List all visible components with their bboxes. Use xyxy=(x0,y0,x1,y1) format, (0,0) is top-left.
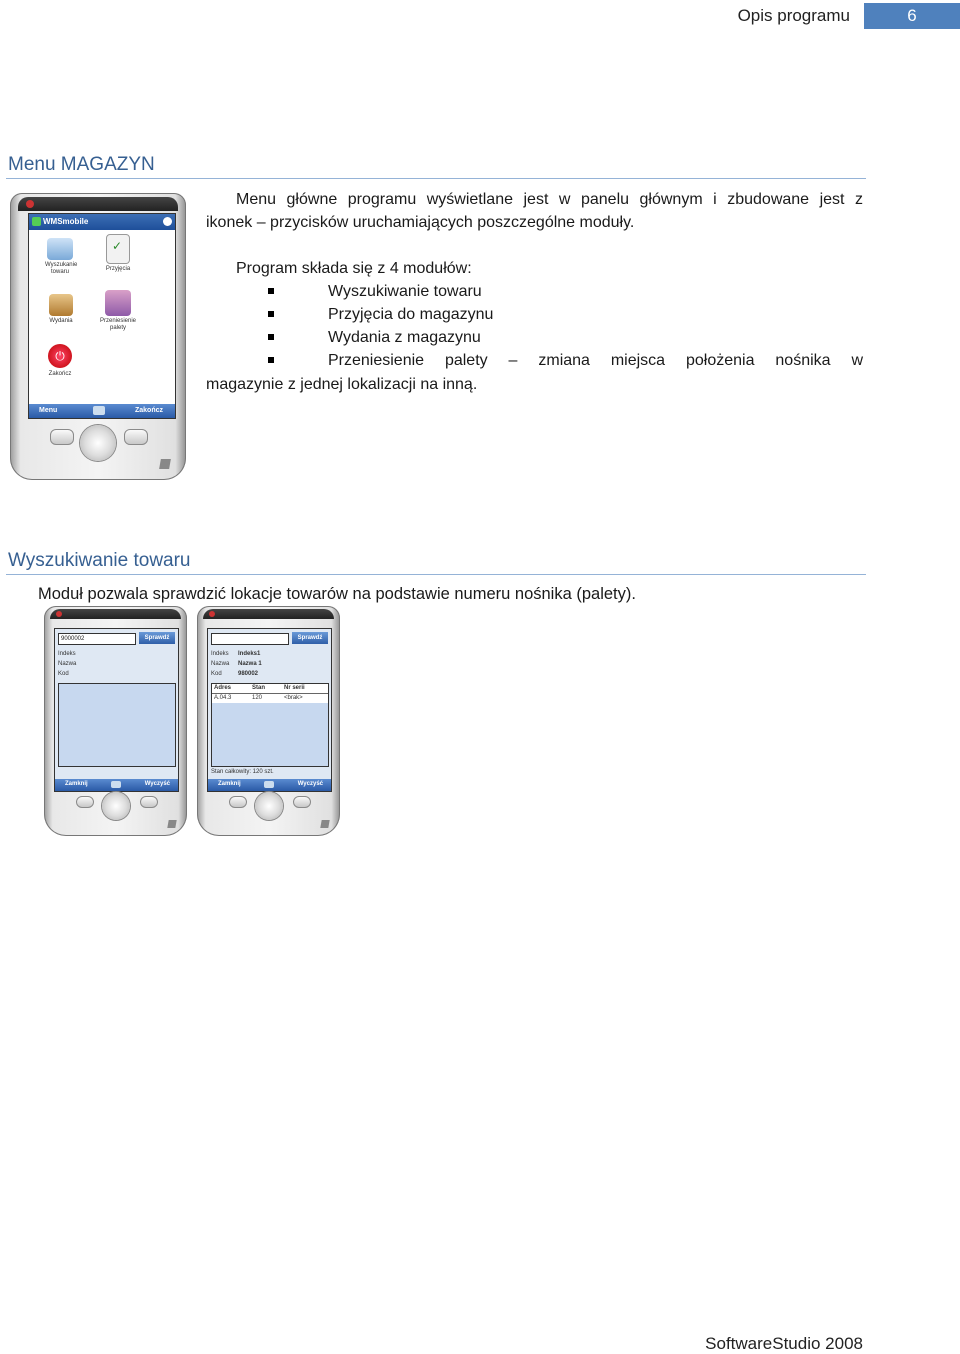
soft-key-close[interactable]: Zamknij xyxy=(218,781,241,787)
device-top-bezel xyxy=(50,609,181,619)
check-button[interactable]: Sprawdź xyxy=(292,632,328,644)
camera-icon xyxy=(209,611,215,617)
windows-logo-icon xyxy=(320,820,329,828)
app-title-bar xyxy=(29,214,175,230)
device-right-button[interactable] xyxy=(124,429,148,445)
soft-key-close[interactable]: Zamknij xyxy=(65,781,88,787)
pallet-number-input[interactable] xyxy=(211,633,289,645)
device-screen xyxy=(54,628,179,792)
keyboard-icon[interactable] xyxy=(111,781,121,788)
device-left-button[interactable] xyxy=(229,796,247,808)
soft-key-bar xyxy=(208,779,331,791)
field-label: Kod xyxy=(211,671,222,677)
soft-key-menu[interactable]: Menu xyxy=(39,407,58,414)
intro-line-1: Menu główne programu wyświetlane jest w panelu głównym i zbudowane jest z xyxy=(236,191,863,208)
pallet-icon xyxy=(105,290,131,316)
module-bullet: Wyszukiwanie towaru xyxy=(328,280,628,303)
soft-key-clear[interactable]: Wyczyść xyxy=(297,781,323,787)
search-icon xyxy=(47,238,73,260)
field-value: Indeks1 xyxy=(238,651,261,657)
locations-list[interactable] xyxy=(58,683,176,767)
table-row[interactable] xyxy=(212,694,328,703)
field-value: 980002 xyxy=(238,671,259,677)
checklist-icon: ✓ xyxy=(106,234,130,264)
device-right-button[interactable] xyxy=(140,796,158,808)
menu-item-issues[interactable]: Wydania xyxy=(45,294,77,324)
close-icon[interactable] xyxy=(163,217,172,226)
check-button[interactable]: Sprawdź xyxy=(139,632,175,644)
device-screen xyxy=(28,213,176,419)
bullet-square-icon xyxy=(268,311,274,317)
device-screen xyxy=(207,628,332,792)
app-logo-icon xyxy=(32,217,41,226)
footer-text: SoftwareStudio 2008 xyxy=(705,1334,863,1353)
field-label: Nazwa xyxy=(211,661,230,667)
module-bullet: Wydania z magazynu xyxy=(328,326,628,349)
module-bullet: Przyjęcia do magazynu xyxy=(328,303,628,326)
bullet-square-icon xyxy=(268,288,274,294)
device-top-bezel xyxy=(203,609,334,619)
device-search-empty xyxy=(44,606,187,836)
device-left-button[interactable] xyxy=(76,796,94,808)
field-label: Indeks xyxy=(211,651,229,657)
soft-key-bar xyxy=(55,779,178,791)
section-heading-menu: Menu MAGAZYN xyxy=(8,154,155,175)
table-cell: <brak> xyxy=(284,695,303,701)
page-number: 6 xyxy=(864,3,960,29)
device-main-menu xyxy=(10,193,186,480)
box-icon xyxy=(49,294,73,316)
field-value: Nazwa 1 xyxy=(238,661,262,667)
menu-item-exit[interactable]: ⏻ Zakończ xyxy=(45,344,75,377)
app-name: WMSmobile xyxy=(43,217,89,226)
running-header-title: Opis programu xyxy=(737,6,850,25)
power-icon: ⏻ xyxy=(48,344,72,368)
table-header xyxy=(212,684,328,694)
device-dpad[interactable] xyxy=(80,425,116,461)
camera-icon xyxy=(56,611,62,617)
section-heading-search: Wyszukiwanie towaru xyxy=(8,550,191,571)
column-header: Stan xyxy=(252,685,266,691)
bullet-square-icon xyxy=(268,357,274,363)
field-label: Nazwa xyxy=(58,661,77,667)
table-cell: A.04.3 xyxy=(214,695,232,701)
device-top-bezel xyxy=(18,197,178,211)
total-stock: Stan całkowity: 120 szt. xyxy=(211,769,274,775)
modules-tail: magazynie z jednej lokalizacji na inną. xyxy=(206,376,478,393)
bullet-square-icon xyxy=(268,334,274,340)
soft-key-exit[interactable]: Zakończ xyxy=(134,407,163,414)
heading-rule xyxy=(6,574,866,575)
module-bullet: Przeniesienie palety – zmiana miejsca położenia nośnika w xyxy=(328,349,863,372)
intro-line-2: ikonek – przycisków uruchamiających poszczególne moduły. xyxy=(206,214,635,231)
field-label: Kod xyxy=(58,671,69,677)
device-dpad[interactable] xyxy=(102,792,130,820)
table-cell: 120 xyxy=(252,695,263,701)
menu-item-transfer[interactable]: Przeniesienie palety xyxy=(95,290,141,332)
windows-logo-icon xyxy=(159,459,171,469)
keyboard-icon[interactable] xyxy=(93,406,105,415)
windows-logo-icon xyxy=(167,820,176,828)
locations-table[interactable] xyxy=(211,683,329,767)
device-dpad[interactable] xyxy=(255,792,283,820)
device-right-button[interactable] xyxy=(293,796,311,808)
camera-icon xyxy=(26,200,34,208)
field-label: Indeks xyxy=(58,651,76,657)
heading-rule xyxy=(6,178,866,179)
modules-intro: Program składa się z 4 modułów: xyxy=(236,260,472,277)
menu-item-search[interactable]: Wyszukanie towaru xyxy=(45,238,75,276)
menu-item-receipts[interactable]: ✓ Przyjęcia xyxy=(101,234,135,272)
soft-key-clear[interactable]: Wyczyść xyxy=(144,781,170,787)
soft-key-bar xyxy=(29,404,175,418)
keyboard-icon[interactable] xyxy=(264,781,274,788)
column-header: Adres xyxy=(214,685,232,691)
search-description: Moduł pozwala sprawdzić lokacje towarów na podstawie numeru nośnika (palety). xyxy=(38,585,636,603)
device-left-button[interactable] xyxy=(50,429,74,445)
device-search-result xyxy=(197,606,340,836)
pallet-number-input[interactable]: 9000002 xyxy=(58,633,136,645)
column-header: Nr serii xyxy=(284,685,305,691)
